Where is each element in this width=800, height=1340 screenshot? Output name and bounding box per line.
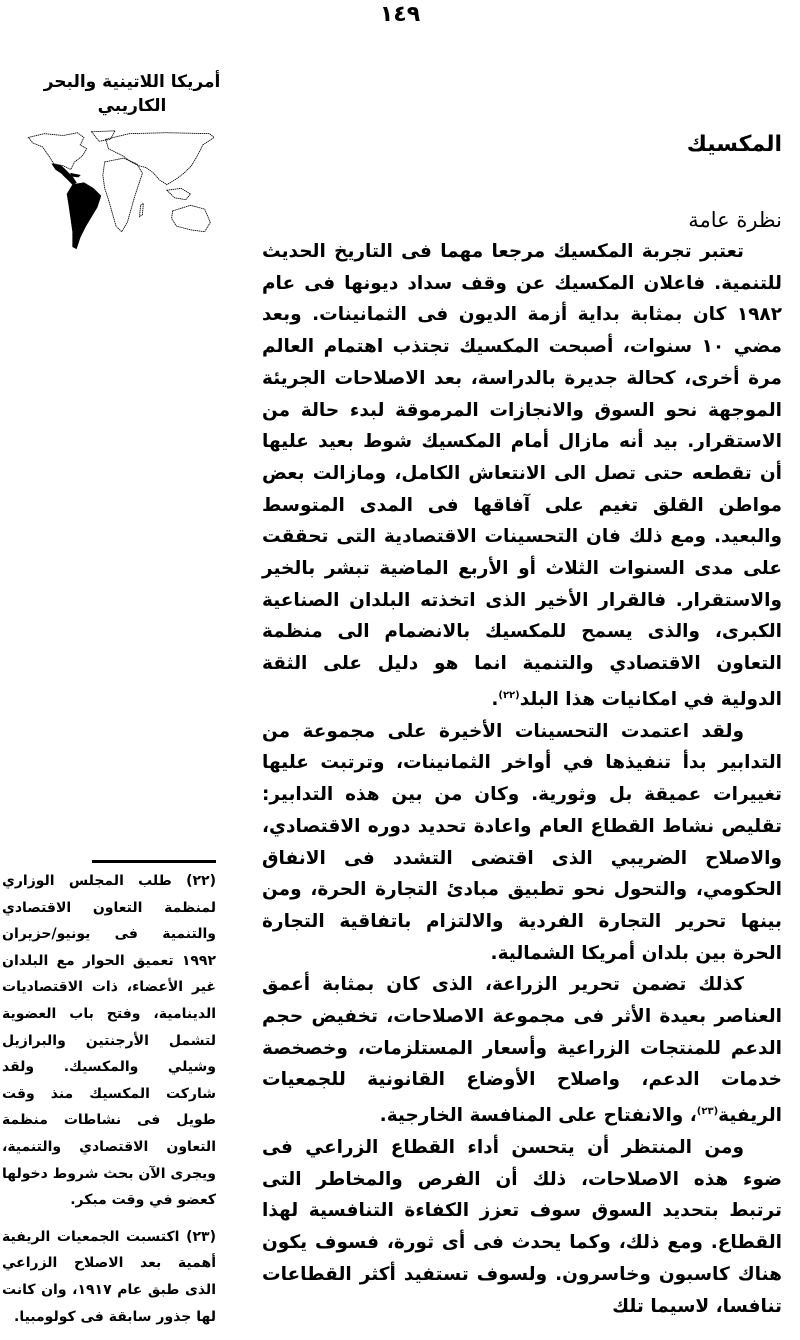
section-heading: المكسيك: [686, 132, 782, 157]
africa-outline: [103, 158, 143, 232]
footnote-number: (٢٢): [186, 873, 216, 889]
footnote-divider: [92, 860, 216, 863]
footnote-text: طلب المجلس الوزاري لمنظمة التعاون الاقتصادي والتنمية فى يونيو/حزيران ١٩٩٢ تعميق الحوار مع البلدان غير الأعضاء، ذات الاقتصاديات الدينامية، وفتح باب العضوية لتشمل الأرجنتين والبرازيل وشيلي والمكسيك. ولقد شاركت المكسيك منذ وقت طويل فى نشاطات منظمة التعاون الاقتصادي والتنمية، ويجرى الآن بحث شروط دخولها كعضو في وقت مبكر.: [2, 873, 216, 1209]
footnote-ref-23[interactable]: (٢٣): [696, 1106, 719, 1118]
madagascar-outline: [140, 203, 144, 216]
footnotes: [2, 868, 216, 1340]
subsection-heading: نظرة عامة: [688, 208, 782, 232]
footnote-ref-22[interactable]: (٢٢): [498, 689, 520, 701]
caribbean-highlight: [71, 173, 80, 177]
footnote-number: (٢٣): [186, 1228, 216, 1245]
australia-outline: [172, 205, 211, 231]
body-paragraph: ومن المنتظر أن يتحسن أداء القطاع الزراعي فى ضوء هذه الاصلاحات، ذلك أن الفرص والمخاطر التى ترتبط بتحديد السوق سوف تعزز الكفاءة التنافسية لهذا القطاع. ومع ذلك، وكما يحدث فى أى ثورة، فسوف يكون هناك كاسبون وخاسرون. ولسوف تستفيد أكثر القطاعات تنافسا، لاسيما تلك: [262, 1137, 782, 1317]
world-map-icon: [22, 128, 227, 260]
footnote-22: [2, 868, 216, 1214]
sidebar-region-title: أمريكا اللاتينية والبحر الكاريبي: [43, 72, 221, 116]
southeast-asia-outline: [167, 188, 191, 199]
footnote-text: اكتسبت الجمعيات الريفية أهمية بعد الاصلاح الزراعي الذى طبق عام ١٩١٧، وان كانت لها جذور سابقة فى كولومبيا.: [2, 1228, 216, 1325]
eurasia-outline: [106, 133, 214, 185]
main-body-text: [262, 236, 782, 1322]
footnote-23: [2, 1224, 216, 1330]
south-america-highlight: [67, 183, 101, 249]
body-paragraph: ولقد اعتمدت التحسينات الأخيرة على مجموعة من التدابير بدأ تنفيذها في أواخر الثمانينات، وترتبت عليها تغييرات عميقة بل وثورية. وكان من بين هذه التدابير: تقليص نشاط القطاع العام واعادة تحديد دوره الاقتصادي، والاصلاح الضريبي الذى اقتضى التشدد فى الانفاق الحكومي، والتحول نحو تطبيق مبادئ التجارة الحرة، ومن بينها تحرير التجارة الفردية والالتزام باتفاقية التجارة الحرة بين بلدان أمريكا الشمالية.: [262, 720, 782, 964]
body-paragraph: كذلك تضمن تحرير الزراعة، الذى كان بمثابة أعمق العناصر بعيدة الأثر فى مجموعة الاصلاحات، تخفيض حجم الدعم للمنتجات الزراعية وأسعار المستلزمات، وخصخصة خدمات الدعم، واصلاح الأوضاع القانونية للجمعيات الريفية$^{(٢٣)}$، والانفتاح على المنافسة الخارجية.: [262, 974, 782, 1127]
page-number: ١٤٩: [379, 2, 421, 27]
north-america-outline: [28, 133, 86, 170]
greenland-outline: [92, 131, 116, 141]
body-paragraph: تعتبر تجربة المكسيك مرجعا مهما فى التاريخ الحديث للتنمية. فاعلان المكسيك عن وقف سداد ديونها فى عام ١٩٨٢ كان بمثابة بداية أزمة الديون فى الثمانينات. وبعد مضي ١٠ سنوات، أصبحت المكسيك تجتذب اهتمام العالم مرة أخرى، كحالة جديرة بالدراسة، بعد الاصلاحات الجريئة الموجهة نحو السوق والانجازات المرموقة لبدء حالة من الاستقرار. بيد أنه مازال أمام المكسيك شوط بعيد عليها أن تقطعه حتى تصل الى الانتعاش الكامل، ومازالت بعض مواطن القلق تغيم على آفاقها فى المدى المتوسط والبعيد. ومع ذلك فان التحسينات الاقتصادية التى تحققت على مدى السنوات الثلاث أو الأربع الماضية تبشر بالخير والاستقرار. فالقرار الأخير الذى اتخذته البلدان الصناعية الكبرى، والذى يسمح للمكسيك بالانضمام الى منظمة التعاون الاقتصادي والتنمية انما هو دليل على الثقة الدولية في امكانيات هذا البلد$^{(٢٢)}$.: [262, 241, 782, 710]
